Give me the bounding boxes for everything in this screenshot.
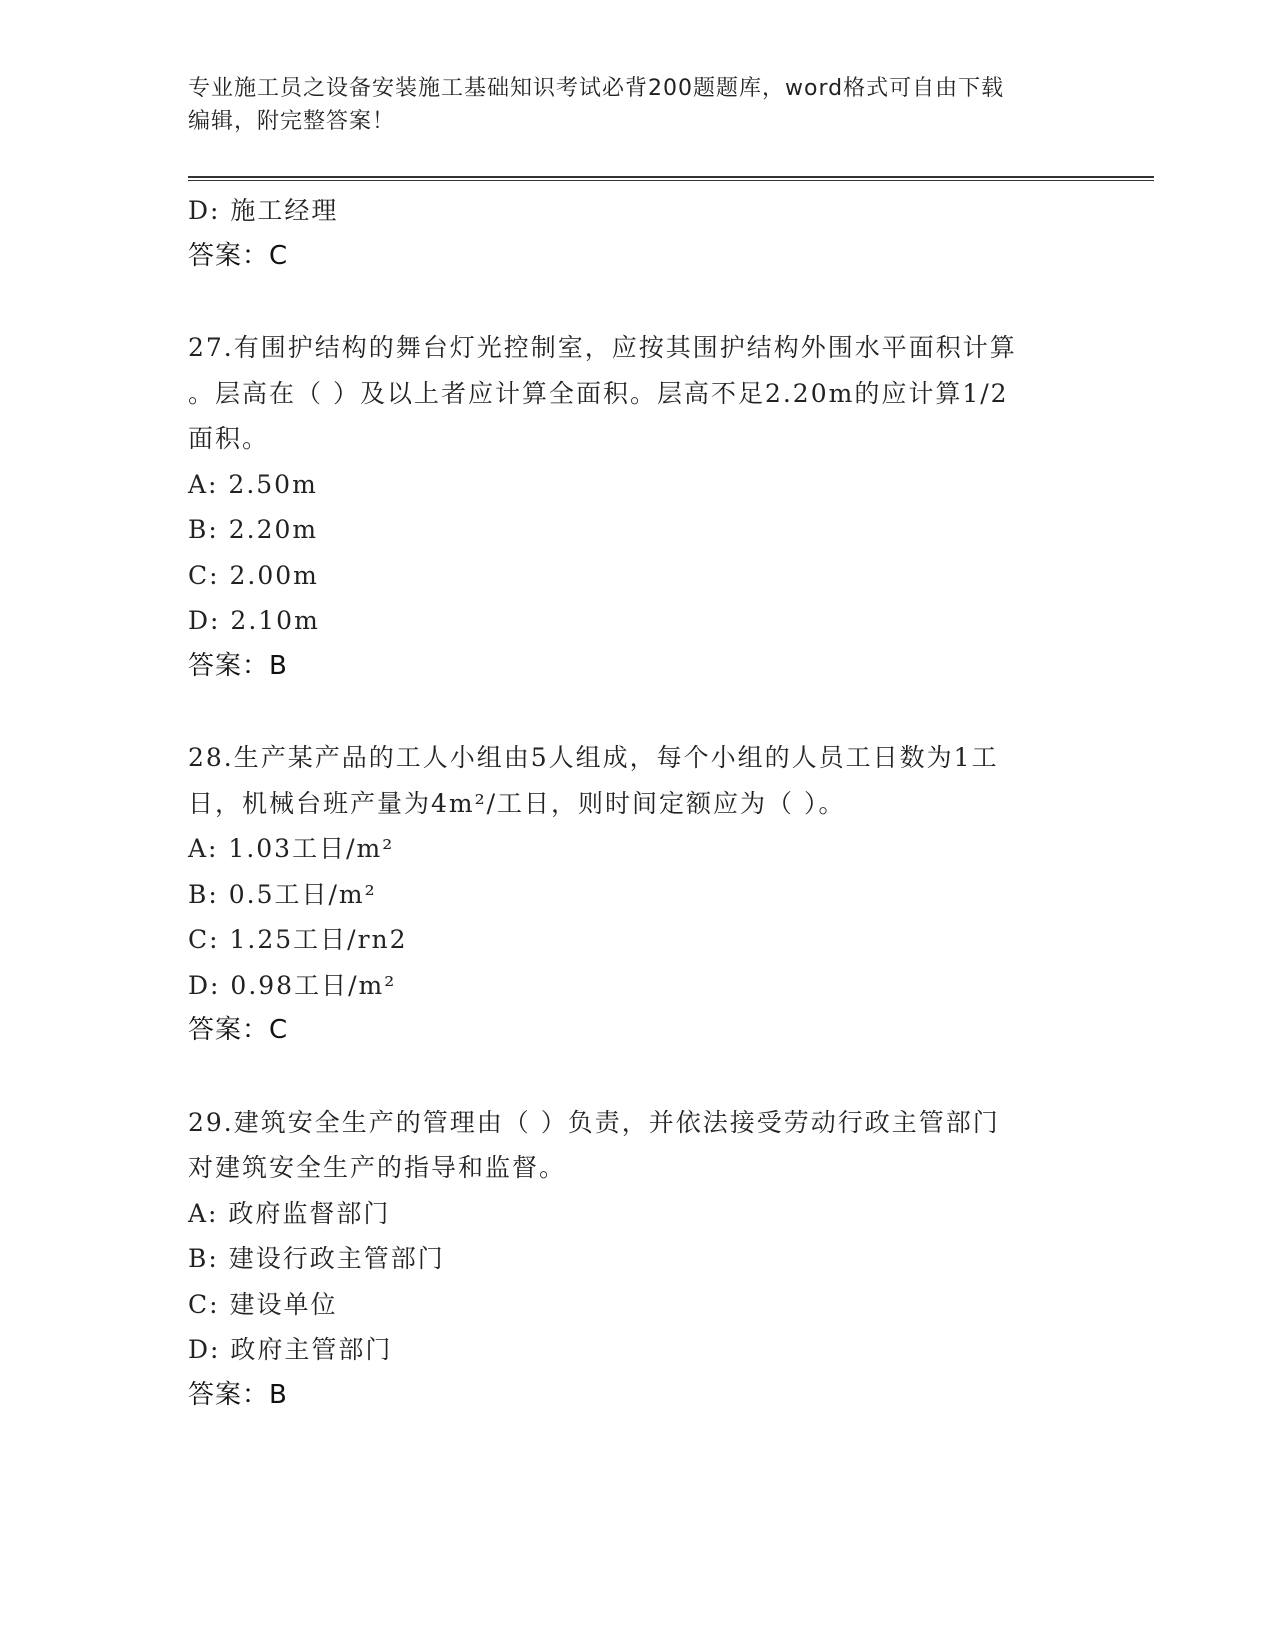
option-c: C: 1.25工日/rn2 (188, 925, 408, 954)
option-d: D: 施工经理 (188, 196, 339, 225)
question-28 (188, 735, 1088, 1054)
option-a: A: 政府监督部门 (188, 1198, 391, 1228)
question-29 (188, 1100, 1088, 1419)
answer-line: 答案：B (188, 1379, 288, 1410)
document-header (188, 72, 1068, 138)
option-d: D: 0.98工日/m² (188, 970, 397, 1000)
previous-question-tail (188, 188, 1088, 279)
spacer (188, 1054, 1088, 1100)
option-b: B: 建设行政主管部门 (188, 1244, 445, 1273)
header-divider (188, 176, 1154, 181)
option-c: C: 建设单位 (188, 1289, 338, 1319)
question-stem-line: 27.有围护结构的舞台灯光控制室，应按其围护结构外围水平面积计算 (188, 333, 1017, 362)
header-title-line-2: 编辑，附完整答案！ (188, 109, 396, 134)
question-list (188, 188, 1088, 1418)
question-stem-line: 。层高在（ ）及以上者应计算全面积。层高不足2.20m的应计算1/2 (188, 378, 1009, 408)
option-d: D: 政府主管部门 (188, 1335, 393, 1364)
option-a: A: 2.50m (188, 469, 318, 499)
spacer (188, 689, 1088, 735)
answer-line: 答案：C (188, 240, 289, 271)
question-stem-line: 29.建筑安全生产的管理由（ ）负责，并依法接受劳动行政主管部门 (188, 1107, 1000, 1137)
header-title-line-1: 专业施工员之设备安装施工基础知识考试必背200题题库，word格式可自由下载 (188, 76, 1005, 101)
option-d: D: 2.10m (188, 606, 320, 635)
answer-line: 答案：C (188, 1015, 289, 1045)
question-stem-line: 对建筑安全生产的指导和监督。 (188, 1153, 567, 1182)
option-a: A: 1.03工日/m² (188, 834, 395, 863)
question-stem-line: 28.生产某产品的工人小组由5人组成，每个小组的人员工日数为1工 (188, 743, 999, 772)
spacer (188, 279, 1088, 325)
question-stem-line: 面积。 (188, 424, 270, 453)
question-27 (188, 325, 1088, 689)
answer-line: 答案：B (188, 650, 288, 681)
option-b: B: 2.20m (188, 515, 319, 544)
option-c: C: 2.00m (188, 560, 319, 590)
question-stem-line: 日，机械台班产量为4m²/工日，则时间定额应为（ ）。 (188, 788, 846, 818)
option-b: B: 0.5工日/m² (188, 879, 377, 909)
